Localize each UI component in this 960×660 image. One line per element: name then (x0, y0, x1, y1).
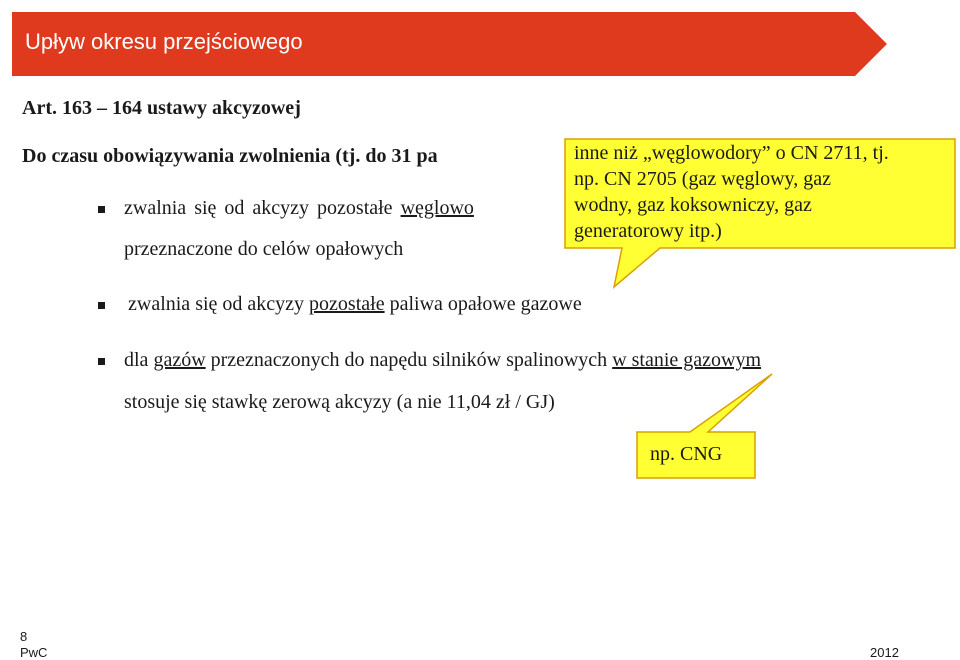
callout-line-2: np. CN 2705 (gaz węglowy, gaz (574, 168, 831, 190)
callout-line-3: wodny, gaz koksowniczy, gaz (574, 194, 812, 216)
section-heading: Art. 163 – 164 ustawy akcyzowej (22, 97, 301, 119)
bullet-2-text-pre: zwalnia się od akcyzy (128, 293, 310, 315)
bullet-1-underlined: węglowo (400, 197, 474, 219)
bullet-3-underlined-gaseous: w stanie gazowym (612, 349, 762, 371)
intro-text: Do czasu obowiązywania zwolnienia (tj. do 31 pa (22, 145, 438, 167)
bullet-3-underlined-gases: gazów (153, 349, 206, 371)
footer-year: 2012 (870, 645, 899, 660)
page-number: 8 (20, 629, 28, 644)
bullet-2-text-post: paliwa opałowe gazowe (384, 293, 582, 315)
bullet-3-line-2: stosuje się stawkę zerową akcyzy (a nie 11,04 zł / GJ) (124, 391, 555, 413)
cng-callout-text: np. CNG (650, 443, 723, 465)
footer-brand: PwC (20, 645, 48, 660)
callout-line-1: inne niż „węglowodory” o CN 2711, tj. (574, 142, 889, 164)
bullet-3-text-pre: dla (124, 349, 154, 371)
bullet-1-text: zwalnia się od akcyzy pozostałe (124, 197, 401, 219)
callout-line-4: generatorowy itp.) (574, 220, 722, 242)
bullet-1-line-2: przeznaczone do celów opałowych (124, 238, 404, 260)
bullet-2-underlined: pozostałe (309, 293, 385, 315)
slide-title: Upływ okresu przejściowego (25, 29, 303, 54)
bullet-3-text-mid: przeznaczonych do napędu silników spalinowych (205, 349, 613, 371)
